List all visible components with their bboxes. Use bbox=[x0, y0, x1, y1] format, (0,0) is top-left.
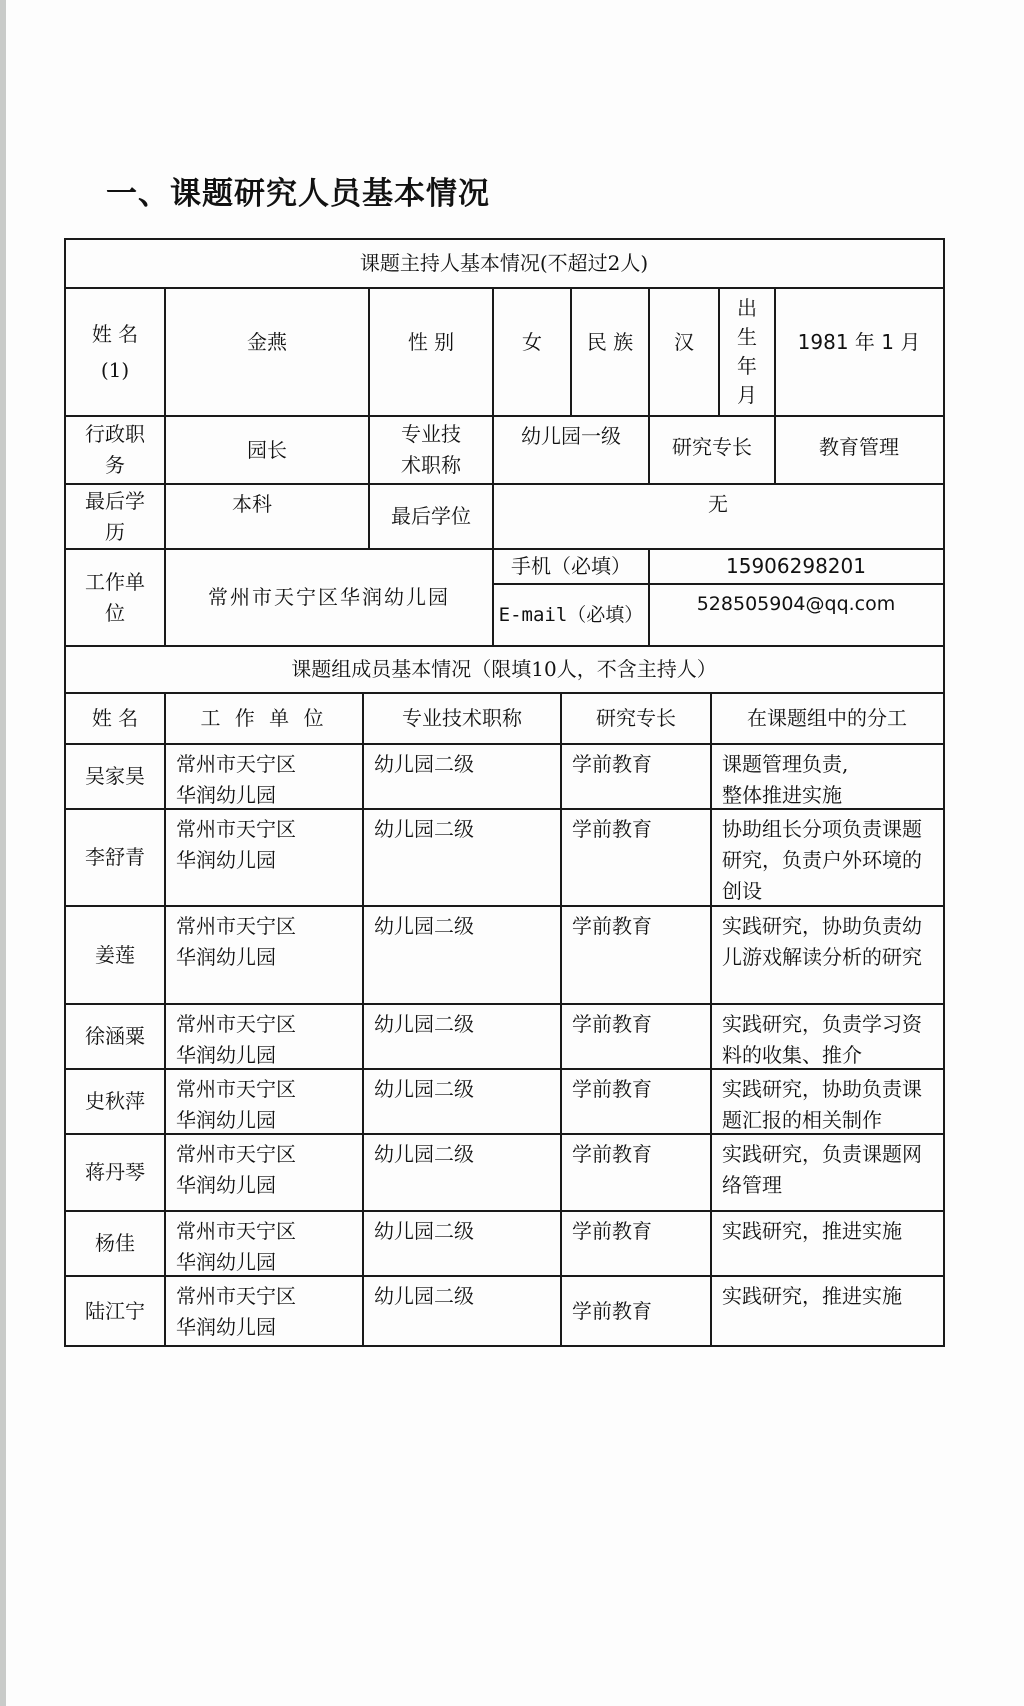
member-workplace: 常州市天宁区 华润幼儿园 bbox=[176, 1219, 296, 1274]
table-rule bbox=[64, 808, 945, 810]
host-tech-title-value: 幼儿园一级 bbox=[521, 424, 621, 448]
host-degree-label: 最后学位 bbox=[391, 504, 471, 528]
host-tech-title-label bbox=[370, 417, 492, 483]
email-label-text: E-mail（必填） bbox=[498, 603, 644, 626]
member-workplace: 常州市天宁区 华润幼儿园 bbox=[176, 914, 296, 969]
host-education-label bbox=[66, 485, 164, 548]
table-rule bbox=[648, 548, 650, 647]
member-workplace: 常州市天宁区 华润幼儿园 bbox=[176, 1077, 296, 1132]
member-name: 吴家昊 bbox=[85, 764, 145, 788]
table-rule bbox=[164, 692, 166, 1347]
table-rule bbox=[164, 287, 166, 647]
member-role: 协助组长分项负责课题研究，负责户外环境的创设 bbox=[722, 817, 922, 903]
scan-left-edge bbox=[0, 0, 6, 1706]
table-rule bbox=[64, 905, 945, 907]
member-name: 姜莲 bbox=[95, 942, 135, 967]
member-title: 幼儿园二级 bbox=[374, 1012, 474, 1036]
member-workplace: 常州市天宁区 华润幼儿园 bbox=[176, 817, 296, 872]
host-gender-value: 女 bbox=[522, 329, 542, 354]
host-degree-value: 无 bbox=[708, 492, 728, 516]
table-rule bbox=[64, 287, 945, 289]
table-rule bbox=[718, 287, 720, 417]
table-rule bbox=[560, 692, 562, 1347]
member-name: 蒋丹琴 bbox=[85, 1160, 145, 1184]
member-role: 实践研究，协助负责课题汇报的相关制作 bbox=[722, 1077, 922, 1132]
host-workplace-label bbox=[66, 550, 164, 645]
table-rule bbox=[774, 287, 776, 485]
member-title: 幼儿园二级 bbox=[374, 1142, 474, 1166]
member-title: 幼儿园二级 bbox=[374, 1219, 474, 1243]
host-email-value: 528505904@qq.com bbox=[696, 593, 896, 615]
member-name: 史秋萍 bbox=[85, 1089, 145, 1113]
table-bottom-border bbox=[64, 1345, 945, 1347]
host-admin-title-label bbox=[66, 417, 164, 483]
admin-label-text: 行政职务 bbox=[85, 422, 145, 477]
member-role: 实践研究，负责学习资料的收集、推介 bbox=[722, 1012, 922, 1067]
table-rule bbox=[64, 483, 945, 485]
host-birth-value: 1981 年 1 月 bbox=[797, 329, 921, 354]
table-right-border bbox=[943, 238, 945, 1347]
host-gender-label: 性 别 bbox=[407, 329, 455, 354]
host-name-label: 姓 名 (1) bbox=[91, 322, 139, 382]
table-rule bbox=[64, 645, 945, 647]
member-name: 陆江宁 bbox=[85, 1298, 145, 1323]
col-header-specialty: 研究专长 bbox=[596, 706, 676, 730]
table-rule bbox=[368, 287, 370, 550]
table-rule bbox=[64, 1210, 945, 1212]
host-birth-label bbox=[720, 289, 774, 415]
member-title: 幼儿园二级 bbox=[374, 1284, 474, 1308]
host-phone-value: 15906298201 bbox=[726, 554, 866, 578]
host-section-header: 课题主持人基本情况(不超过2人) bbox=[359, 251, 649, 275]
table-rule bbox=[64, 548, 945, 550]
member-role: 实践研究，协助负责幼儿游戏解读分析的研究 bbox=[722, 914, 922, 969]
member-workplace: 常州市天宁区 华润幼儿园 bbox=[176, 1142, 296, 1197]
table-top-border bbox=[64, 238, 945, 240]
host-ethnicity-value: 汉 bbox=[674, 329, 694, 354]
edu-label-text: 最后学历 bbox=[85, 488, 145, 544]
member-specialty: 学前教育 bbox=[572, 914, 652, 938]
member-specialty: 学前教育 bbox=[572, 1219, 652, 1243]
host-ethnicity-label: 民 族 bbox=[586, 329, 634, 354]
member-specialty: 学前教育 bbox=[572, 1142, 652, 1166]
member-specialty: 学前教育 bbox=[572, 1012, 652, 1036]
member-role: 实践研究，推进实施 bbox=[722, 1284, 902, 1308]
table-rule bbox=[492, 583, 945, 585]
member-role: 实践研究，推进实施 bbox=[722, 1219, 902, 1243]
table-rule bbox=[648, 287, 650, 485]
host-email-label bbox=[494, 585, 648, 645]
host-name-value: 金燕 bbox=[247, 329, 287, 354]
member-workplace: 常州市天宁区 华润幼儿园 bbox=[176, 752, 296, 807]
member-title: 幼儿园二级 bbox=[374, 914, 474, 938]
host-specialty-value: 教育管理 bbox=[819, 434, 899, 459]
host-education-value: 本科 bbox=[232, 492, 272, 516]
section-title: 一、课题研究人员基本情况 bbox=[106, 176, 490, 212]
table-rule bbox=[64, 743, 945, 745]
work-label-text: 工作单位 bbox=[85, 569, 145, 625]
col-header-role: 在课题组中的分工 bbox=[747, 706, 907, 730]
host-phone-label: 手机（必填） bbox=[511, 554, 631, 578]
member-title: 幼儿园二级 bbox=[374, 1077, 474, 1101]
table-rule bbox=[64, 1003, 945, 1005]
birth-label-text: 出生年月 bbox=[737, 296, 757, 407]
col-header-tech-title: 专业技术职称 bbox=[402, 706, 522, 730]
member-title: 幼儿园二级 bbox=[374, 752, 474, 776]
host-workplace-value: 常州市天宁区华润幼儿园 bbox=[208, 585, 450, 609]
member-role: 课题管理负责, 整体推进实施 bbox=[722, 752, 849, 807]
member-specialty: 学前教育 bbox=[572, 817, 652, 841]
member-specialty: 学前教育 bbox=[572, 1298, 652, 1323]
table-rule bbox=[362, 692, 364, 1347]
table-left-border bbox=[64, 238, 66, 1347]
member-workplace: 常州市天宁区 华润幼儿园 bbox=[176, 1012, 296, 1067]
member-workplace: 常州市天宁区 华润幼儿园 bbox=[176, 1284, 296, 1339]
member-name: 杨佳 bbox=[95, 1231, 135, 1255]
table-rule bbox=[64, 1068, 945, 1070]
col-header-workplace: 工 作 单 位 bbox=[200, 706, 328, 730]
member-name: 李舒青 bbox=[85, 845, 145, 869]
member-title: 幼儿园二级 bbox=[374, 817, 474, 841]
member-role: 实践研究，负责课题网络管理 bbox=[722, 1142, 922, 1197]
member-specialty: 学前教育 bbox=[572, 752, 652, 776]
col-header-name: 姓 名 bbox=[91, 706, 139, 730]
table-rule bbox=[64, 1133, 945, 1135]
table-rule bbox=[570, 287, 572, 417]
host-specialty-label: 研究专长 bbox=[672, 434, 752, 459]
members-section-header: 课题组成员基本情况（限填10人，不含主持人） bbox=[291, 657, 717, 681]
member-name: 徐涵粟 bbox=[85, 1024, 145, 1048]
host-admin-title-value: 园长 bbox=[247, 437, 287, 462]
table-rule bbox=[710, 692, 712, 1347]
table-rule bbox=[492, 287, 494, 647]
table-rule bbox=[64, 415, 945, 417]
table-rule bbox=[64, 692, 945, 694]
table-rule bbox=[64, 1275, 945, 1277]
member-specialty: 学前教育 bbox=[572, 1077, 652, 1101]
tech-label-text: 专业技术职称 bbox=[401, 422, 461, 477]
